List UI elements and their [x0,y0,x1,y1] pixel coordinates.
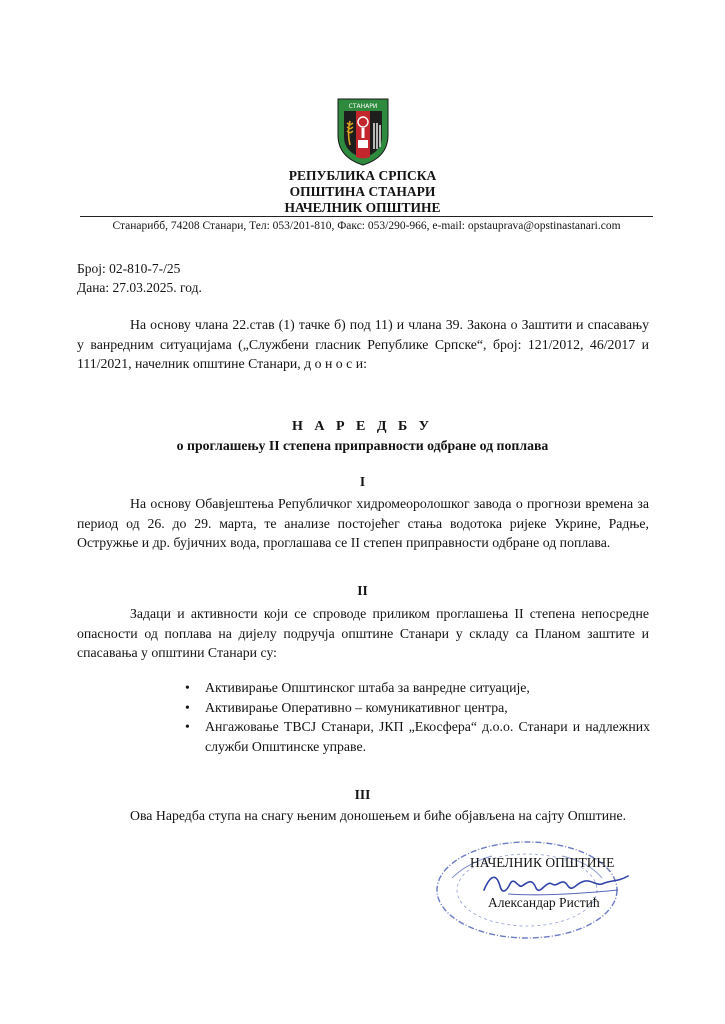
crest-label: СТАНАРИ [348,103,378,110]
reference-number: Број: 02-810-7-/25 [77,261,181,276]
section-1-text: На основу Обавјештења Републичког хидромеоролошког завода о прогнози времена за период од 26. до 29. марта, те анализе постојећег стања водотока ријеке Укрине, Радње, Остружње и др. бујичних вода, проглашава се II степен приправности одбране од поплава. [77,496,649,550]
legal-basis-paragraph: На основу члана 22.став (1) тачке б) под 11) и члана 39. Закона о Заштити и спасавању у ванредним ситуацијама („Службени гласник Републике Српске“, број: 121/2012, 46/2017 и 111/2021, начелник општине Станари, д о н о с и: [77,317,649,371]
section-3-numeral: III [354,787,371,802]
header-divider [80,216,653,217]
task-list [185,678,650,756]
section-2-numeral: II [357,583,368,598]
task-item: • Активирање Општинског штаба за ванредне ситуације, [185,678,650,698]
signatory-name: Александар Ристић [488,895,600,910]
section-1-numeral: I [359,474,366,489]
signatory-title: НАЧЕЛНИК ОПШТИНЕ [470,855,615,870]
republic-name: РЕПУБЛИКА СРПСКА [288,168,437,183]
document-title: Н А Р Е Д Б У [291,419,434,434]
section-2-text: Задаци и активности који се спроводе приликом проглашења II степена непосредне опасности од поплава на дијелу подручја општине Станари у складу са Планом заштите и спасавања у општини Станари су: [77,606,649,660]
document-subtitle: о проглашењу II степена приправности одбране од поплава [176,438,549,453]
section-3-text: Ова Наредба ступа на снагу њеним доношењем и биће објављена на сајту Општине. [130,808,627,823]
municipality-name: ОПШТИНА СТАНАРИ [289,184,436,199]
task-item: • Активирање Оперативно – комуникативног центра, [185,698,650,718]
contact-line: Станарибб, 74208 Станари, Тел: 053/201-810, Факс: 053/290-966, e-mail: opstauprava@opstinastanari.com [112,220,621,232]
office-name: НАЧЕЛНИК ОПШТИНЕ [284,200,441,215]
municipality-coat-of-arms [336,97,390,167]
document-date: Дана: 27.03.2025. год. [77,280,202,295]
task-item: • Ангажовање ТВСЈ Станари, ЈКП „Екосфера“ д.о.о. Станари и надлежних служби Општинске управе. [185,717,650,756]
